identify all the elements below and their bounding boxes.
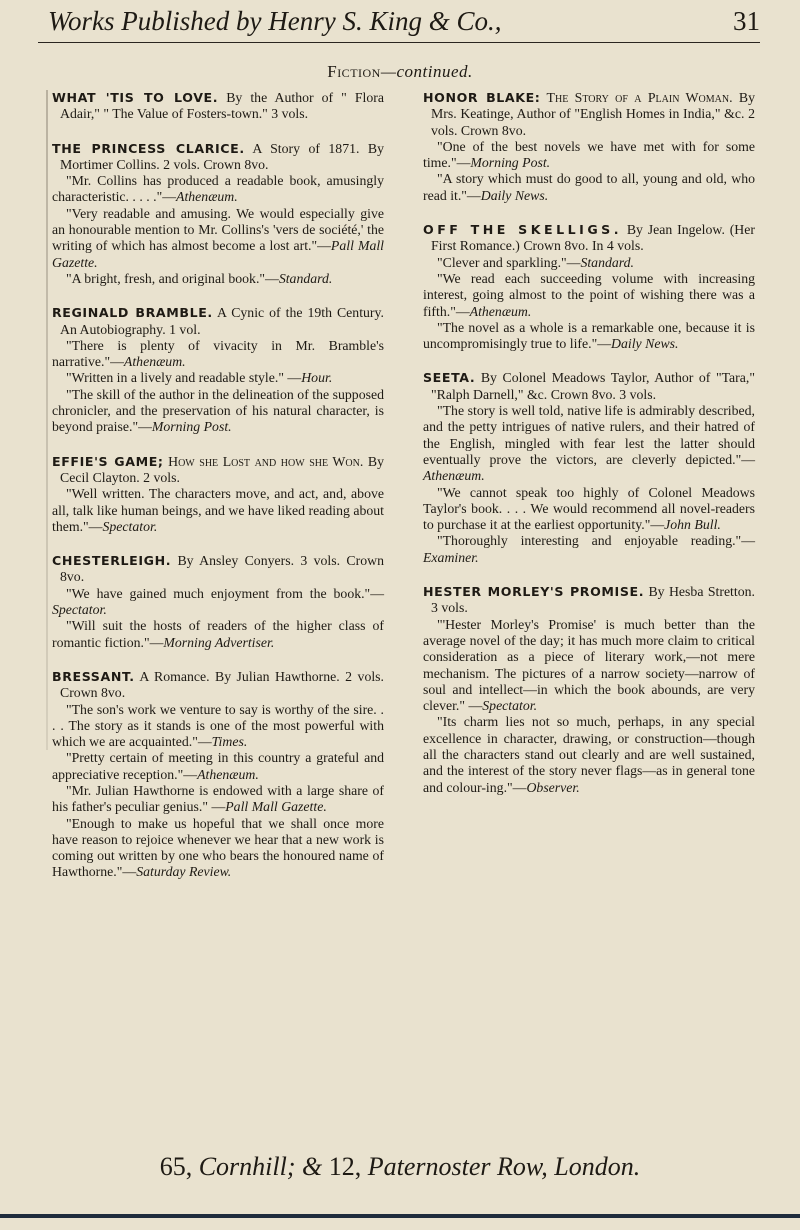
review-quote (423, 171, 755, 204)
review-text: "One of the best novels we have met with for some time."— (423, 138, 755, 171)
review-text: "Will suit the hosts of readers of the higher class of romantic fiction."— (52, 618, 384, 650)
review-quote (52, 618, 384, 651)
review-text: "The son's work we venture to say is worthy of the sire. . . . The story as it stands is one of the most powerful with which we are acquainted."— (52, 701, 384, 750)
review-quote (423, 255, 755, 271)
book-title: OFF THE SKELLIGS. (423, 222, 623, 238)
review-quote (52, 586, 384, 619)
review-source: Pall Mall Gazette. (52, 238, 385, 270)
running-head (38, 6, 760, 43)
review-text: "Mr. Collins has produced a readable book, amusingly characteristic. . . . ."— (52, 173, 384, 205)
review-text: "Enough to make us hopeful that we shall once more have reason to rejoice whenever we hear that a new work is coming out written by one who bears the honoured name of Hawthorne."— (52, 815, 384, 880)
section-heading (0, 62, 800, 82)
review-quote (52, 206, 384, 271)
review-text: "Thoroughly interesting and enjoyable reading."— (437, 533, 755, 549)
review-quote (52, 370, 384, 386)
review-text: "We read each succeeding volume with increasing interest, going almost to the point of wishing there was a fifth."— (423, 270, 755, 319)
entry-heading (52, 305, 384, 338)
review-source: Hour. (301, 370, 333, 386)
review-quote (423, 533, 755, 566)
entry-heading (52, 669, 384, 702)
review-text: "A story which must do good to all, young and old, who read it."— (423, 171, 755, 203)
review-source: Athenæum. (123, 354, 186, 370)
review-quote (52, 702, 384, 751)
review-source: Morning Post. (151, 419, 232, 435)
review-text: "A bright, fresh, and original book."— (66, 270, 279, 286)
review-quote (423, 139, 755, 172)
review-source: Morning Advertiser. (163, 634, 275, 650)
book-title: HONOR BLAKE: (423, 90, 541, 105)
review-quote (52, 816, 384, 881)
review-source: Athenæum. (176, 189, 238, 205)
book-entry (423, 370, 755, 566)
entry-heading (52, 141, 384, 174)
review-source: Observer. (526, 779, 580, 795)
book-description: By Mrs. Keatinge, Author of "English Homes in India," &c. 2 vols. Crown 8vo. (431, 90, 755, 138)
review-source: Spectator. (482, 698, 538, 714)
review-text: "Pretty certain of meeting in this country a grateful and appreciative reception."— (52, 750, 384, 782)
review-quote (52, 783, 384, 816)
review-text: "We have gained much enjoyment from the book."— (66, 585, 384, 601)
book-entry (423, 222, 755, 352)
review-text: "The novel as a whole is a remarkable one, because it is uncompromisingly true to life."— (423, 319, 755, 352)
book-title: BRESSANT. (52, 668, 135, 684)
review-quote (423, 320, 755, 353)
review-source: Morning Post. (470, 155, 551, 171)
book-entry (52, 141, 384, 288)
review-source: Athenæum. (469, 303, 532, 319)
entry-heading (423, 222, 755, 255)
book-entry (52, 90, 384, 123)
review-text: "Its charm lies not so much, perhaps, in any special excellence in character, drawing, or construction—though all the characters stand out clearly and are well sustained, and the interest of the story never flags—as in general tone and colour-ing."— (423, 714, 755, 795)
entry-heading (52, 90, 384, 123)
book-subtitle: How she Lost and how she Won. (163, 453, 364, 469)
review-text: "Mr. Julian Hawthorne is endowed with a large share of his father's peculiar genius." — (52, 782, 384, 815)
book-title: SEETA. (423, 370, 476, 386)
review-quote (423, 617, 755, 715)
section-suffix: —continued. (380, 62, 473, 81)
book-title: REGINALD BRAMBLE. (52, 305, 213, 321)
review-quote (423, 714, 755, 795)
entry-heading (52, 553, 384, 586)
book-title: EFFIE'S GAME; (52, 453, 164, 469)
book-description: By the Author of " Flora Adair," " The Value of Fosters-town." 3 vols. (60, 90, 384, 122)
review-text: "Clever and sparkling."— (437, 254, 581, 270)
review-source: Times. (211, 734, 248, 750)
review-source: Spectator. (102, 518, 158, 534)
review-quote (52, 486, 384, 535)
book-description: By Ansley Conyers. 3 vols. Crown 8vo. (60, 553, 384, 585)
review-text: "The story is well told, native life is admirably described, and the petty intrigues of native rulers, and their hatred of the English, mingled with fear lest the latter should eventually prove the victors, are cleverly depicted."— (423, 403, 755, 467)
review-source: Spectator. (52, 602, 107, 618)
book-entry (52, 553, 384, 651)
bottom-edge-rule (0, 1214, 800, 1218)
book-description: By Colonel Meadows Taylor, Author of "Tara," "Ralph Darnell," &c. Crown 8vo. 3 vols. (431, 370, 755, 402)
review-quote (423, 271, 755, 320)
review-quote (52, 173, 384, 206)
entry-heading (423, 584, 755, 617)
review-source: Standard. (580, 254, 634, 270)
review-source: Daily News. (611, 336, 679, 352)
entry-heading (423, 370, 755, 403)
review-source: Saturday Review. (136, 864, 232, 880)
book-description: By Cecil Clayton. 2 vols. (60, 453, 384, 485)
footer-number-2: 12, (328, 1152, 362, 1181)
footer-ampersand: & (302, 1152, 323, 1181)
book-subtitle: The Story of a Plain Woman. (540, 90, 733, 105)
review-quote (52, 338, 384, 371)
entry-heading (52, 454, 384, 487)
book-description: By Hesba Stretton. 3 vols. (431, 584, 755, 616)
right-column (423, 90, 755, 814)
running-head-title: Works Published by Henry S. King & Co., (48, 6, 502, 36)
review-quote (52, 387, 384, 436)
review-text: "The skill of the author in the delineation of the supposed chronicler, and the preservation of his natural character, is beyond praise."— (52, 386, 384, 435)
book-entry (423, 584, 755, 796)
book-title: THE PRINCESS CLARICE. (52, 140, 245, 156)
book-title: HESTER MORLEY'S PROMISE. (423, 584, 645, 600)
book-entry (52, 454, 384, 535)
review-text: "Well written. The characters move, and act, and, above all, talk like human beings, and we have liked reading about them."— (52, 486, 384, 534)
footer-place-2: Paternoster Row, London. (367, 1152, 641, 1181)
review-source: Standard. (278, 270, 333, 286)
book-description: A Story of 1871. By Mortimer Collins. 2 vols. Crown 8vo. (60, 140, 385, 172)
review-text: "We cannot speak too highly of Colonel Meadows Taylor's book. . . . We would recommend all novel-readers to purchase it at the earliest opportunity."— (423, 484, 755, 533)
review-source: Pall Mall Gazette. (225, 799, 327, 815)
review-text: "Written in a lively and readable style." — (66, 370, 302, 386)
footer-place-1: Cornhill; (198, 1152, 296, 1181)
book-description: A Romance. By Julian Hawthorne. 2 vols. Crown 8vo. (60, 668, 384, 701)
book-description: By Jean Ingelow. (Her First Romance.) Crown 8vo. In 4 vols. (431, 222, 755, 254)
entry-heading (423, 90, 755, 139)
review-text: "Very readable and amusing. We would especially give an honourable mention to Mr. Collins's 'vers de société,' the writing of which has almost become a lost art."— (52, 205, 384, 254)
footer-number-1: 65, (159, 1152, 193, 1181)
imprint-footer (0, 1152, 800, 1182)
review-quote (52, 271, 384, 287)
review-source: Daily News. (480, 187, 549, 203)
book-title: CHESTERLEIGH. (52, 553, 172, 569)
section-label: Fiction (327, 62, 381, 81)
book-description: A Cynic of the 19th Century. An Autobiography. 1 vol. (60, 305, 384, 337)
page-number: 31 (733, 6, 760, 36)
review-source: John Bull. (664, 517, 721, 533)
review-quote (423, 485, 755, 534)
left-column (52, 90, 384, 899)
book-entry (52, 305, 384, 435)
book-entry (423, 90, 755, 204)
book-title: WHAT 'TIS TO LOVE. (52, 90, 219, 105)
review-text: "There is plenty of vivacity in Mr. Bramble's narrative."— (52, 337, 384, 370)
review-source: Athenæum. (423, 468, 485, 484)
book-entry (52, 669, 384, 881)
review-source: Athenæum. (197, 766, 259, 782)
review-quote (52, 750, 384, 783)
review-text: "'Hester Morley's Promise' is much better than the average novel of the day; it has much more claim to critical consideration as a piece of literary work,—not mere mechanism. The pictures of a narrow society—narrow of soul and intellect—in which the book abounds, are very clever." — (423, 616, 755, 714)
review-quote (423, 403, 755, 484)
review-source: Examiner. (423, 549, 479, 565)
